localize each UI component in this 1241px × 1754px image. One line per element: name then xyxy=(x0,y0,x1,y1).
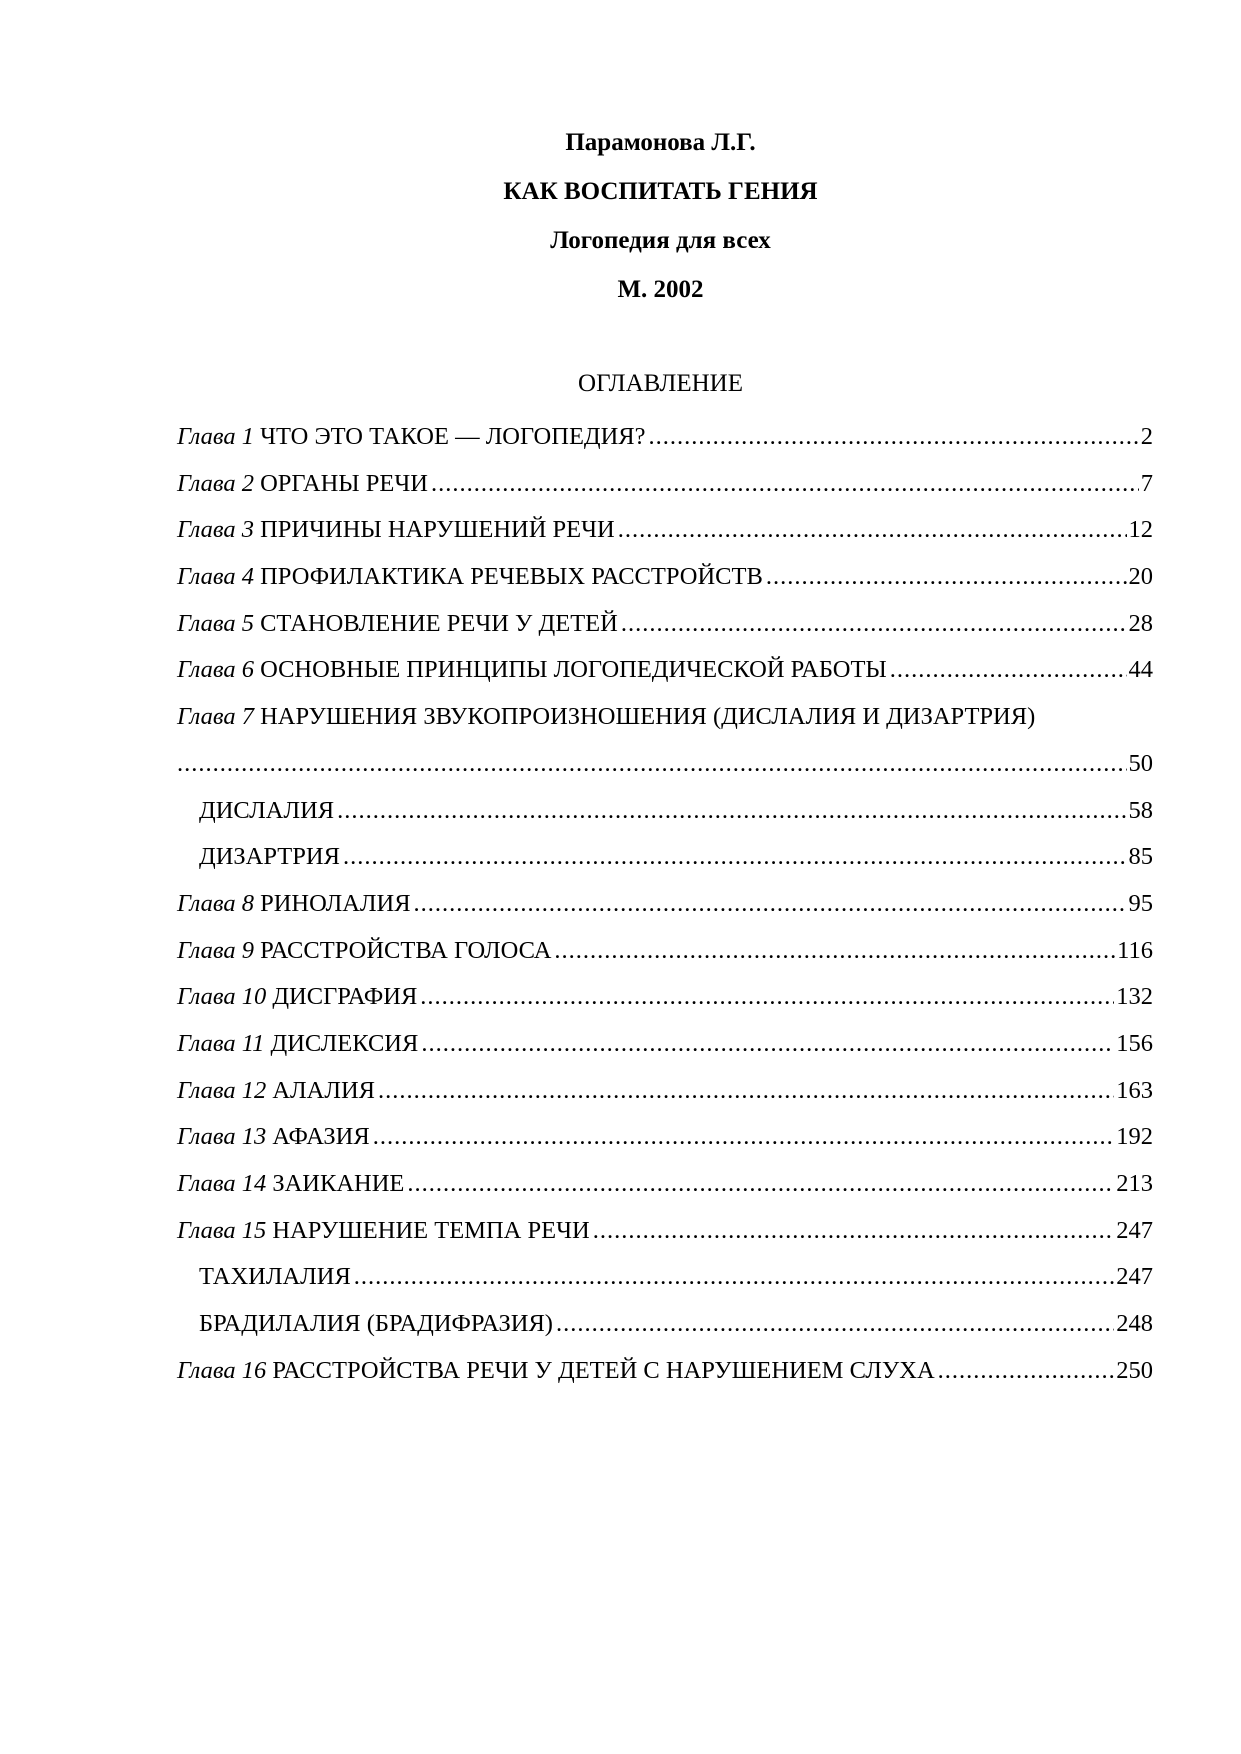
table-of-contents xyxy=(177,414,1153,1394)
toc-entry-chapter-2[interactable] xyxy=(177,461,1153,508)
page-number: 2 xyxy=(1140,423,1153,450)
toc-entry-tachylalia[interactable] xyxy=(177,1254,1153,1301)
page-number: 116 xyxy=(1117,936,1153,964)
toc-entry-text xyxy=(177,647,887,694)
chapter-label: Глава 7 xyxy=(177,703,254,731)
dot-leader xyxy=(556,1301,1114,1348)
section-title: ДИСЛАЛИЯ xyxy=(199,796,335,824)
page-number: 7 xyxy=(1140,469,1153,497)
chapter-title: РИНОЛАЛИЯ xyxy=(253,889,411,917)
page-number: 95 xyxy=(1128,889,1153,917)
dot-leader xyxy=(337,788,1126,835)
title-block xyxy=(0,118,1241,314)
chapter-title: ДИСЛЕКСИЯ xyxy=(264,1029,419,1057)
toc-entry-dyslalia[interactable] xyxy=(177,788,1153,835)
chapter-title: ПРОФИЛАКТИКА РЕЧЕВЫХ РАССТРОЙСТВ xyxy=(253,563,763,591)
toc-entry-chapter-13[interactable] xyxy=(177,1114,1153,1161)
toc-entry-chapter-3[interactable] xyxy=(177,507,1153,554)
page-number: 85 xyxy=(1128,843,1153,871)
chapter-label: Глава 4 xyxy=(177,563,254,591)
toc-entry-text xyxy=(177,1021,418,1068)
section-title: ДИЗАРТРИЯ xyxy=(199,843,340,871)
toc-entry-chapter-12[interactable] xyxy=(177,1068,1153,1115)
toc-entry-text xyxy=(177,1161,404,1208)
toc-entry-chapter-16[interactable] xyxy=(177,1348,1153,1395)
chapter-label: Глава 8 xyxy=(177,889,254,917)
dot-leader xyxy=(890,647,1127,694)
toc-heading: ОГЛАВЛЕНИЕ xyxy=(578,370,743,397)
page-number: 213 xyxy=(1116,1170,1153,1197)
page-number: 163 xyxy=(1116,1076,1153,1104)
chapter-title: ПРИЧИНЫ НАРУШЕНИЙ РЕЧИ xyxy=(253,516,615,544)
page-number: 156 xyxy=(1116,1029,1153,1057)
toc-entry-text xyxy=(177,1114,370,1161)
toc-entry-chapter-7[interactable] xyxy=(177,694,1153,741)
dot-leader xyxy=(649,414,1139,461)
chapter-label: Глава 9 xyxy=(177,936,254,964)
chapter-title: РАССТРОЙСТВА РЕЧИ У ДЕТЕЙ С НАРУШЕНИЕМ СЛУХА xyxy=(266,1356,935,1384)
toc-entry-chapter-9[interactable] xyxy=(177,928,1153,975)
page-number: 247 xyxy=(1116,1216,1153,1244)
toc-entry-chapter-5[interactable] xyxy=(177,601,1153,648)
toc-entry-text xyxy=(177,414,646,461)
dot-leader xyxy=(431,461,1139,508)
toc-entry-dysarthria[interactable] xyxy=(177,834,1153,881)
toc-entry-chapter-7-continuation[interactable] xyxy=(177,741,1153,788)
dot-leader xyxy=(373,1114,1115,1161)
chapter-title: ЗАИКАНИЕ xyxy=(266,1170,405,1197)
toc-entry-text xyxy=(177,928,551,975)
page-number: 192 xyxy=(1116,1123,1153,1151)
toc-entry-text xyxy=(177,694,1035,741)
toc-entry-text xyxy=(177,507,615,554)
chapter-label: Глава 13 xyxy=(177,1123,267,1151)
chapter-title: АЛАЛИЯ xyxy=(266,1076,375,1104)
chapter-label: Глава 6 xyxy=(177,656,254,684)
chapter-title: РАССТРОЙСТВА ГОЛОСА xyxy=(253,936,552,964)
toc-entry-text xyxy=(177,601,618,648)
dot-leader xyxy=(593,1208,1115,1255)
chapter-label: Глава 2 xyxy=(177,469,254,497)
page-number: 20 xyxy=(1128,563,1153,591)
dot-leader xyxy=(354,1254,1114,1301)
dot-leader xyxy=(177,741,1127,788)
chapter-label: Глава 5 xyxy=(177,609,254,637)
chapter-title: АФАЗИЯ xyxy=(266,1123,370,1151)
dot-leader xyxy=(414,881,1127,928)
dot-leader xyxy=(554,928,1115,975)
section-title: ТАХИЛАЛИЯ xyxy=(199,1263,351,1291)
toc-entry-chapter-8[interactable] xyxy=(177,881,1153,928)
dot-leader xyxy=(420,974,1114,1021)
page-number: 247 xyxy=(1116,1263,1153,1291)
chapter-label: Глава 1 xyxy=(177,423,254,450)
chapter-label: Глава 14 xyxy=(177,1170,267,1197)
dot-leader xyxy=(421,1021,1114,1068)
book-subtitle: Логопедия для всех xyxy=(550,227,771,254)
toc-entry-chapter-14[interactable] xyxy=(177,1161,1153,1208)
dot-leader xyxy=(938,1348,1115,1395)
chapter-label: Глава 15 xyxy=(177,1216,267,1244)
toc-entry-text xyxy=(177,881,411,928)
toc-entry-chapter-4[interactable] xyxy=(177,554,1153,601)
chapter-title: НАРУШЕНИЕ ТЕМПА РЕЧИ xyxy=(266,1216,590,1244)
chapter-label: Глава 16 xyxy=(177,1356,267,1384)
page-number: 28 xyxy=(1128,609,1153,637)
toc-entry-chapter-11[interactable] xyxy=(177,1021,1153,1068)
page-number: 132 xyxy=(1116,983,1153,1011)
toc-entry-bradylalia[interactable] xyxy=(177,1301,1153,1348)
section-title: БРАДИЛАЛИЯ (БРАДИФРАЗИЯ) xyxy=(199,1310,553,1338)
toc-entry-chapter-15[interactable] xyxy=(177,1208,1153,1255)
page-number: 50 xyxy=(1128,749,1153,777)
page-number: 248 xyxy=(1116,1310,1153,1338)
page-number: 44 xyxy=(1128,656,1153,684)
toc-entry-text xyxy=(177,554,763,601)
publication-imprint: М. 2002 xyxy=(617,276,704,303)
toc-entry-text xyxy=(177,1208,590,1255)
chapter-label: Глава 11 xyxy=(177,1029,265,1057)
page-number: 58 xyxy=(1128,796,1153,824)
chapter-label: Глава 12 xyxy=(177,1076,267,1104)
chapter-title: ЧТО ЭТО ТАКОЕ — ЛОГОПЕДИЯ? xyxy=(253,423,646,450)
toc-entry-text xyxy=(177,1348,935,1395)
dot-leader xyxy=(766,554,1127,601)
dot-leader xyxy=(618,507,1127,554)
toc-entry-chapter-6[interactable] xyxy=(177,647,1153,694)
author-name: Парамонова Л.Г. xyxy=(565,129,756,156)
toc-entry-text xyxy=(177,461,428,508)
chapter-title: НАРУШЕНИЯ ЗВУКОПРОИЗНОШЕНИЯ (ДИСЛАЛИЯ И ДИЗАРТРИЯ) xyxy=(253,703,1036,731)
chapter-label: Глава 10 xyxy=(177,983,267,1011)
chapter-title: СТАНОВЛЕНИЕ РЕЧИ У ДЕТЕЙ xyxy=(253,609,618,637)
chapter-title: ОРГАНЫ РЕЧИ xyxy=(253,469,428,497)
book-title: КАК ВОСПИТАТЬ ГЕНИЯ xyxy=(503,178,818,205)
chapter-label: Глава 3 xyxy=(177,516,254,544)
dot-leader xyxy=(407,1161,1114,1208)
chapter-title: ОСНОВНЫЕ ПРИНЦИПЫ ЛОГОПЕДИЧЕСКОЙ РАБОТЫ xyxy=(253,656,887,684)
toc-entry-chapter-10[interactable] xyxy=(177,974,1153,1021)
dot-leader xyxy=(378,1068,1114,1115)
toc-entry-chapter-1[interactable] xyxy=(177,414,1153,461)
page-number: 250 xyxy=(1116,1356,1153,1384)
toc-entry-text xyxy=(177,1068,375,1115)
chapter-title: ДИСГРАФИЯ xyxy=(266,983,418,1011)
page-number: 12 xyxy=(1128,516,1153,544)
dot-leader xyxy=(621,601,1127,648)
dot-leader xyxy=(343,834,1127,881)
toc-entry-text xyxy=(177,974,417,1021)
